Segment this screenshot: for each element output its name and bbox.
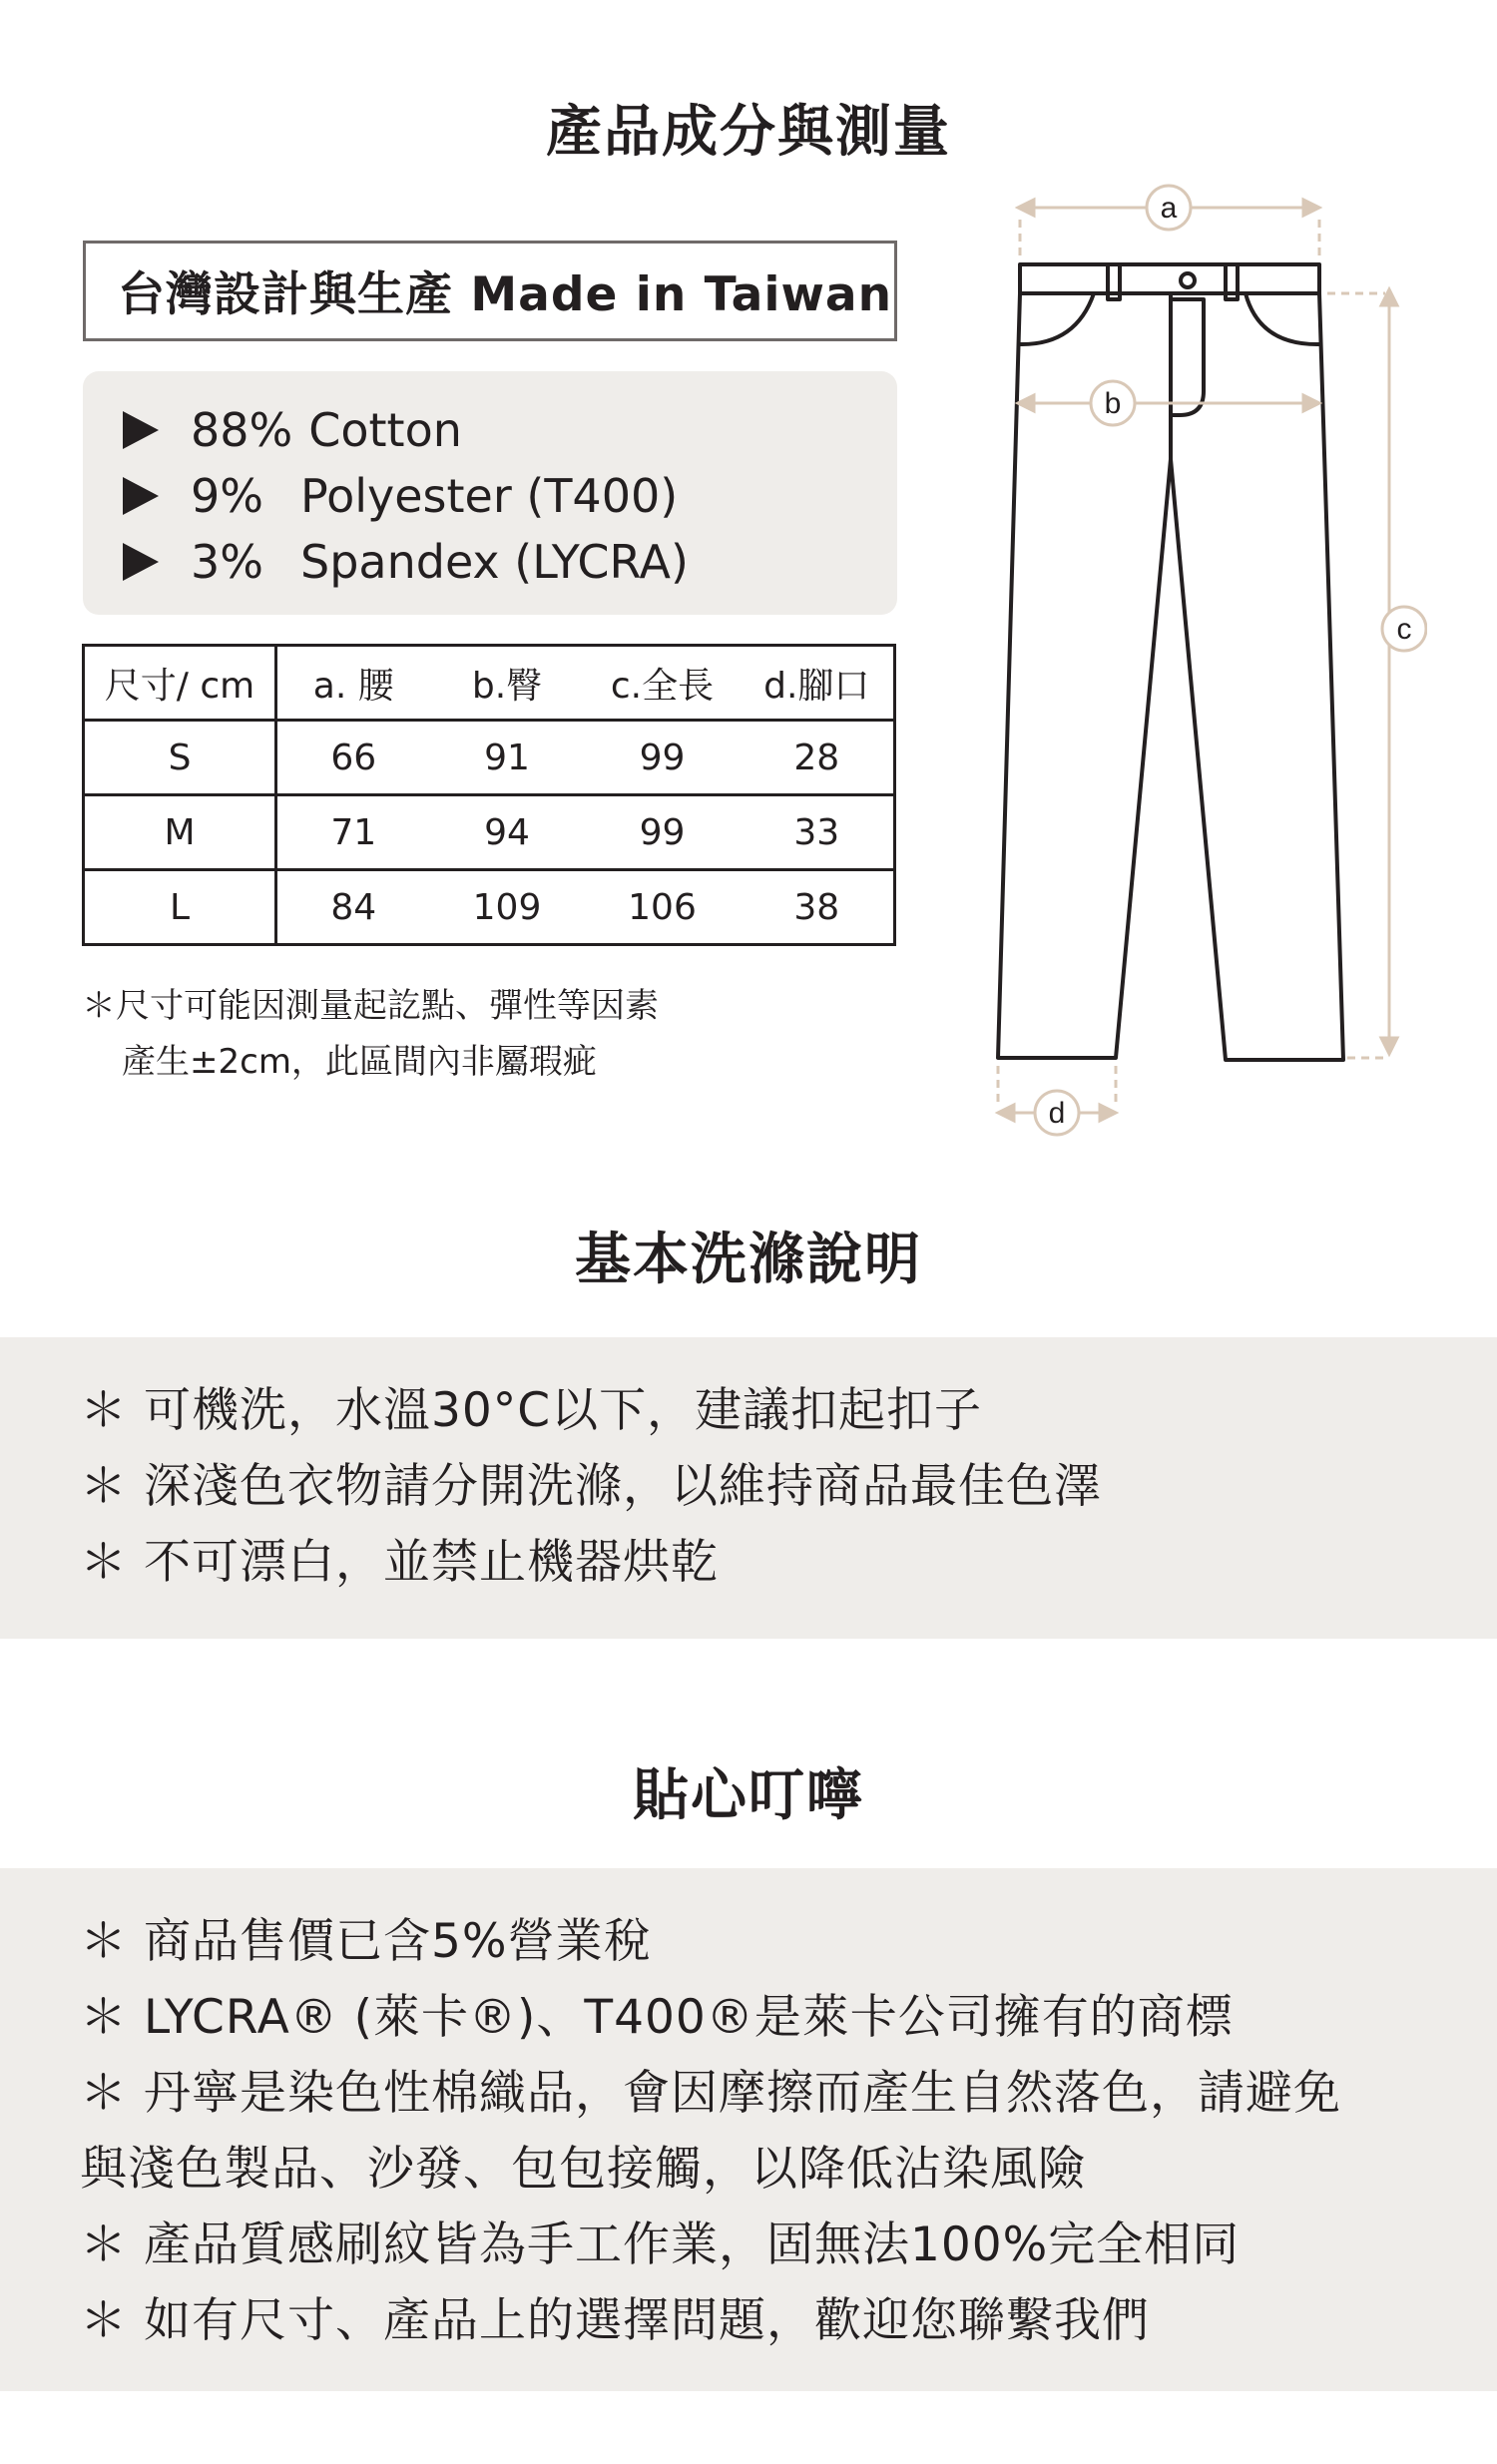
table-cell: 91 [430, 721, 585, 795]
table-cell: L [84, 870, 276, 945]
wash-title: 基本洗滌說明 [575, 1228, 922, 1292]
tips-line: ＊ 如有尺寸、產品上的選擇問題，歡迎您聯繫我們 [80, 2293, 1150, 2348]
size-note-line: 產生±2cm，此區間內非屬瑕疵 [122, 1042, 597, 1082]
tips-line: ＊ 丹寧是染色性棉織品，會因摩擦而產生自然落色，請避免 [80, 2066, 1341, 2121]
table-row [84, 870, 895, 945]
pants-outline [998, 264, 1343, 1060]
table-row [84, 795, 895, 870]
triangle-bullet-icon [123, 477, 159, 515]
table-cell: 66 [276, 721, 430, 795]
material-row [123, 463, 897, 529]
wash-line: ＊ 不可漂白，並禁止機器烘乾 [80, 1535, 719, 1590]
table-header-cell: d.腳口 [741, 646, 895, 721]
measure-label-d [1035, 1091, 1079, 1135]
size-table [82, 644, 896, 946]
tips-line: ＊ 產品質感刷紋皆為手工作業，固無法100%完全相同 [80, 2218, 1241, 2272]
table-row [84, 721, 895, 795]
tips-line: ＊ 商品售價已含5%營業稅 [80, 1914, 652, 1969]
label-a-text: a [1160, 192, 1178, 225]
table-cell: 106 [585, 870, 741, 945]
material-name: Polyester (T400) [300, 469, 679, 523]
tips-line: 與淺色製品、沙發、包包接觸，以降低沾染風險 [80, 2142, 1086, 2197]
wash-line: ＊ 可機洗，水溫30°C以下，建議扣起扣子 [80, 1383, 983, 1438]
material-row [123, 529, 897, 595]
table-cell: 38 [741, 870, 895, 945]
table-cell: 99 [585, 721, 741, 795]
composition-title: 產品成分與測量 [546, 100, 951, 165]
wash-instructions [0, 1337, 1497, 1639]
composition-box [83, 371, 897, 615]
material-percent: 3% [191, 535, 263, 589]
measure-label-a [1147, 186, 1191, 230]
material-percent: 9% [191, 469, 263, 523]
material-name: Cotton [308, 403, 462, 457]
table-cell: 33 [741, 795, 895, 870]
table-header-cell: b.臀 [430, 646, 585, 721]
material-row [123, 397, 897, 463]
table-cell: 99 [585, 795, 741, 870]
triangle-bullet-icon [123, 411, 159, 449]
table-cell: 71 [276, 795, 430, 870]
table-header-row [84, 646, 895, 721]
material-name: Spandex (LYCRA) [300, 535, 689, 589]
triangle-bullet-icon [123, 543, 159, 581]
label-c-text: c [1396, 613, 1412, 646]
table-cell: M [84, 795, 276, 870]
table-cell: S [84, 721, 276, 795]
tips-title: 貼心叮嚀 [633, 1763, 864, 1828]
made-in-label: 台灣設計與生產 Made in Taiwan [83, 241, 897, 341]
table-cell: 84 [276, 870, 430, 945]
wash-line: ＊ 深淺色衣物請分開洗滌，以維持商品最佳色澤 [80, 1459, 1102, 1514]
table-header-cell: 尺寸/ cm [84, 646, 276, 721]
pants-diagram [968, 180, 1427, 1158]
table-header-cell: c.全長 [585, 646, 741, 721]
size-note-line: ＊尺寸可能因測量起訖點、彈性等因素 [82, 986, 659, 1026]
material-percent: 88% [191, 403, 293, 457]
table-header-cell: a. 腰 [276, 646, 430, 721]
tips-list [0, 1868, 1497, 2391]
label-b-text: b [1104, 387, 1122, 420]
table-cell: 109 [430, 870, 585, 945]
size-note [82, 978, 659, 1090]
table-cell: 28 [741, 721, 895, 795]
measure-label-b [1091, 381, 1135, 425]
table-cell: 94 [430, 795, 585, 870]
measure-label-c [1382, 607, 1426, 651]
label-d-text: d [1048, 1097, 1066, 1130]
tips-line: ＊ LYCRA® (萊卡®)、T400®是萊卡公司擁有的商標 [80, 1990, 1234, 2045]
